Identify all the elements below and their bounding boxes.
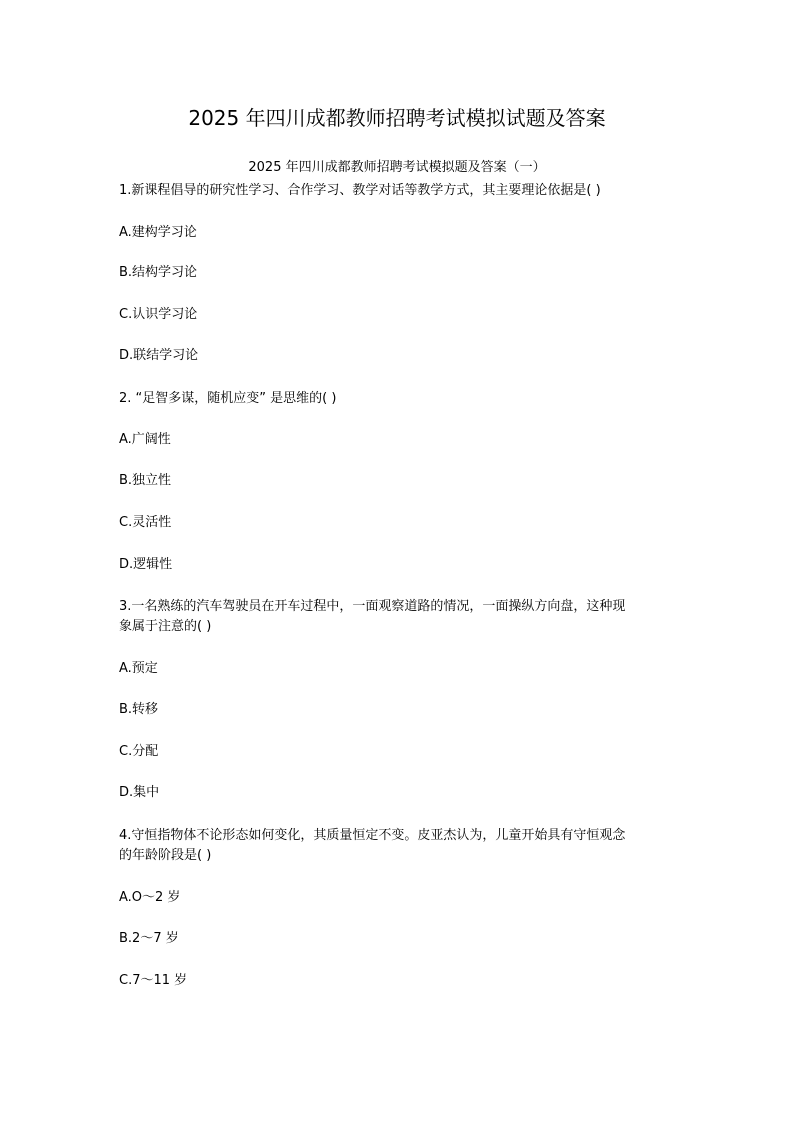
question-4-text-line-1: 4.守恒指物体不论形态如何变化，其质量恒定不变。皮亚杰认为，儿童开始具有守恒观念 (119, 828, 626, 843)
question-1-option-b: B.结构学习论 (119, 265, 198, 280)
question-3-option-b: B.转移 (119, 702, 159, 717)
question-4-text-line-2: 的年龄阶段是( ) (119, 848, 212, 863)
question-4-option-c: C.7～11 岁 (119, 973, 188, 988)
question-1-option-d: D.联结学习论 (119, 348, 199, 363)
question-1-text: 1.新课程倡导的研究性学习、合作学习、教学对话等教学方式，其主要理论依据是( ) (119, 183, 601, 198)
question-2-text: 2. “足智多谋，随机应变” 是思维的( ) (119, 391, 337, 406)
question-2-option-d: D.逻辑性 (119, 557, 173, 572)
question-1-option-a: A.建构学习论 (119, 225, 197, 240)
question-3-option-c: C.分配 (119, 744, 159, 759)
document-title: 2025 年四川成都教师招聘考试模拟试题及答案 (188, 106, 606, 130)
question-4-option-a: A.O～2 岁 (119, 890, 181, 905)
question-3-text-line-1: 3.一名熟练的汽车驾驶员在开车过程中，一面观察道路的情况，一面操纵方向盘，这种现 (119, 599, 626, 614)
question-3-option-a: A.预定 (119, 661, 158, 676)
question-3-text-line-2: 象属于注意的( ) (119, 619, 212, 634)
question-2-option-c: C.灵活性 (119, 515, 172, 530)
question-1-option-c: C.认识学习论 (119, 307, 198, 322)
question-4-option-b: B.2～7 岁 (119, 931, 179, 946)
question-2-option-b: B.独立性 (119, 473, 172, 488)
question-2-option-a: A.广阔性 (119, 432, 171, 447)
document-subtitle: 2025 年四川成都教师招聘考试模拟题及答案（一） (248, 160, 546, 175)
question-3-option-d: D.集中 (119, 785, 160, 800)
